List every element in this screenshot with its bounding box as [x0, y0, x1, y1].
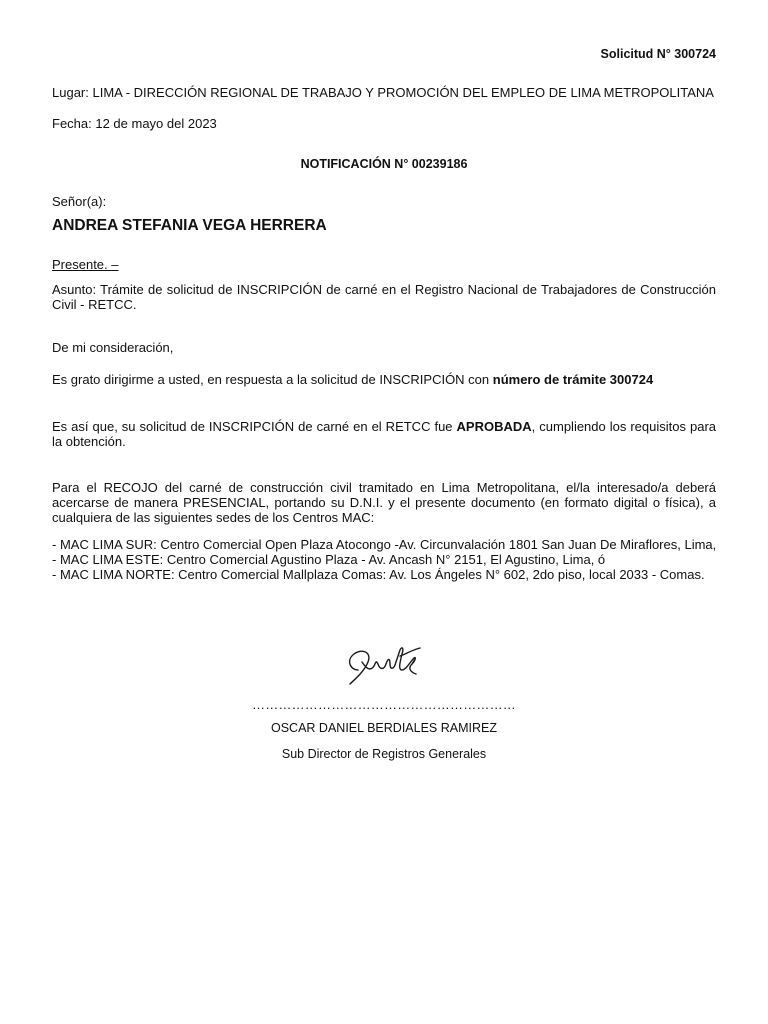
grato-paragraph: [52, 372, 716, 387]
solicitud-number: Solicitud N° 300724: [600, 47, 716, 61]
recipient-name: ANDREA STEFANIA VEGA HERRERA: [52, 217, 327, 234]
signature-line: ……………………………………………………: [252, 697, 516, 712]
asunto-paragraph: Asunto: Trámite de solicitud de INSCRIPCIÓN de carné en el Registro Nacional de Trabajadores de Construcción Civil - RETCC.: [52, 282, 716, 312]
mac-locations-list: [52, 537, 732, 582]
grato-text: Es grato dirigirme a usted, en respuesta a la solicitud de INSCRIPCIÓN con: [52, 372, 493, 387]
tramite-number: número de trámite 300724: [492, 372, 654, 387]
approval-text-after: , cumpliendo los requisitos para la obtención.: [52, 419, 717, 449]
pickup-paragraph: Para el RECOJO del carné de construcción civil tramitado en Lima Metropolitana, el/la interesado/a deberá acercarse de manera PRESENCIAL, portando su D.N.I. y el presente documento (en formato digital o física), a cualquiera de las siguientes sedes de los Centros MAC:: [52, 480, 716, 525]
lugar-line: Lugar: LIMA - DIRECCIÓN REGIONAL DE TRABAJO Y PROMOCIÓN DEL EMPLEO DE LIMA METROPOLITANA: [52, 85, 714, 100]
mac-location-item: - MAC LIMA ESTE: Centro Comercial Agustino Plaza - Av. Ancash N° 2151, El Agustino, Lima, ó: [52, 552, 606, 567]
handwritten-signature: [340, 640, 430, 692]
approval-status: APROBADA: [456, 419, 532, 434]
notification-heading: NOTIFICACIÓN N° 00239186: [300, 157, 468, 171]
mac-location-item: - MAC LIMA NORTE: Centro Comercial Mallplaza Comas: Av. Los Ángeles N° 602, 2do piso, local 2033 - Comas.: [52, 567, 705, 582]
approval-paragraph: [52, 419, 716, 449]
salutation: Señor(a):: [52, 194, 107, 209]
fecha-line: Fecha: 12 de mayo del 2023: [52, 116, 217, 131]
mac-location-item: - MAC LIMA SUR: Centro Comercial Open Plaza Atocongo -Av. Circunvalación 1801 San Juan De Miraflores, Lima,: [52, 537, 717, 552]
greeting-line: De mi consideración,: [52, 340, 174, 355]
signer-name: OSCAR DANIEL BERDIALES RAMIREZ: [271, 721, 497, 735]
presente-line: Presente. –: [52, 257, 119, 272]
approval-text-before: Es así que, su solicitud de INSCRIPCIÓN de carné en el RETCC fue: [52, 419, 457, 434]
signer-title: Sub Director de Registros Generales: [281, 747, 487, 761]
